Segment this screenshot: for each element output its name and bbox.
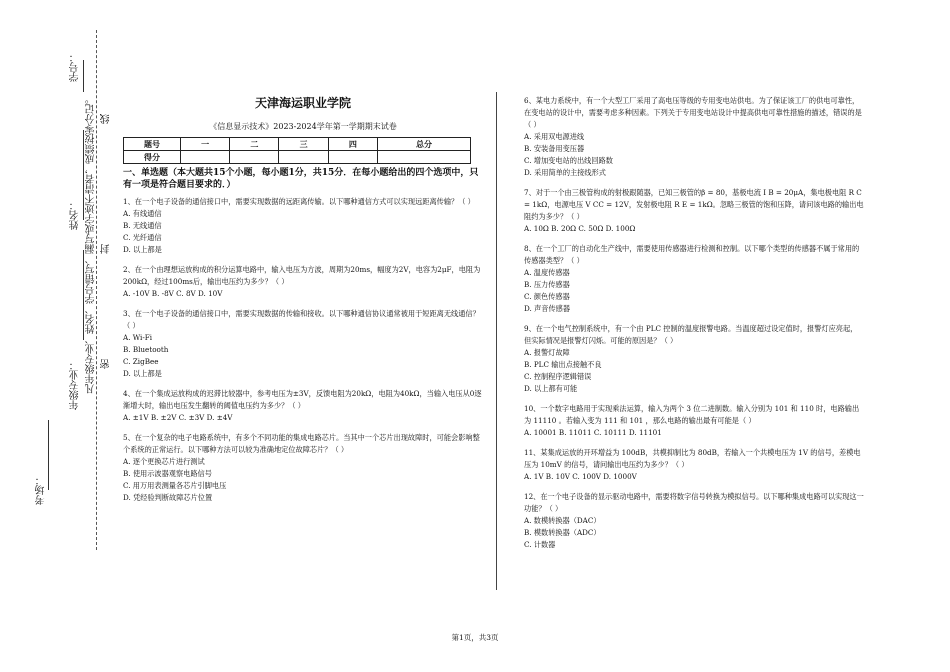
score-header-cell: 四 — [328, 138, 377, 151]
option: C. 控制程序逻辑错误 — [524, 372, 592, 381]
question-stem: 8、在一个工厂的自动化生产线中，需要使用传感器进行检测和控制。以下哪个类型的传感器不属于常用的传感器类型？（ ） — [524, 244, 860, 265]
question-item — [123, 432, 483, 504]
question-stem: 4、在一个集成运放构成的迟滞比较器中，参考电压为±3V，反馈电阻为20kΩ，电阻为40kΩ，当输入电压从0逐渐增大时，输出电压发生翻转的阈值电压约为多少？（ ） — [123, 389, 482, 410]
score-cell[interactable] — [377, 151, 470, 164]
option: C. 光纤通信 — [123, 233, 162, 242]
class-underline — [83, 250, 84, 340]
class-label: 年级专业： — [70, 360, 81, 410]
student-id-underline — [83, 60, 84, 92]
page-footer: 第1页，共3页 — [451, 633, 499, 642]
score-table-score-row — [124, 151, 471, 164]
binding-notice: 凡年级专业、姓名、学号错写、漏写或字迹不清者，成绩按零分记。 — [86, 94, 97, 394]
question-stem: 9、在一个电气控制系统中，有一个由 PLC 控制的温度报警电路。当温度超过设定值时，报警灯应亮起，但实际情况是报警灯闪烁。可能的原因是？（ ） — [524, 324, 858, 345]
score-cell[interactable] — [279, 151, 328, 164]
option: B. 模数转换器（ADC） — [524, 528, 601, 537]
name-label: 姓名： — [70, 200, 81, 230]
option: C. ZigBee — [123, 357, 159, 366]
option: D. 以上都是 — [123, 369, 162, 378]
option: A. 10Ω B. 20Ω C. 50Ω D. 100Ω — [524, 224, 636, 233]
score-header-cell: 三 — [279, 138, 328, 151]
seal-char-secret: 密 — [101, 359, 112, 369]
option: A. 逐个更换芯片进行测试 — [123, 457, 205, 466]
exam-title: 《信息显示技术》2023-2024学年第一学期期末试卷 — [209, 122, 397, 131]
student-id-label: 学号： — [70, 52, 81, 82]
score-header-cell: 总分 — [377, 138, 470, 151]
question-stem: 10、一个数字电路用于实现乘法运算，输入为两个 3 位二进制数。输入分别为 101 和 110 时，电路输出为 11110 。若输入变为 111 和 101 ，那么电路的输出最有可能是（ ） — [524, 404, 860, 425]
option: C. 颜色传感器 — [524, 292, 570, 301]
option: D. 凭经验判断故障芯片位置 — [123, 493, 213, 502]
question-stem: 7、对于一个由三极管构成的射极跟随器，已知三极管的β = 80，基极电流 I B = 20μA，集电极电阻 R C = 1kΩ，电源电压 V CC = 12V，发射极电阻 R E = 1kΩ。忽略三极管的饱和压降，请问该电路的输出电阻约为多少？（ ） — [524, 188, 864, 221]
question-stem: 6、某电力系统中，有一个大型工厂采用了高电压等级的专用变电站供电。为了保证该工厂的供电可靠性，在变电站的设计中，需要考虑多种因素。下列关于专用变电站设计中提高供电可靠性措施的描述，错误的是（ ） — [524, 96, 862, 129]
score-header-cell: 题号 — [124, 138, 181, 151]
score-row-label: 得分 — [124, 151, 181, 164]
question-item — [524, 447, 864, 483]
section-title: 一、单选题（本大题共15个小题，每小题1分，共15分．在每小题给出的四个选项中，只有一项是符合题目要求的．） — [123, 168, 479, 190]
right-column — [524, 95, 864, 559]
question-item — [524, 95, 864, 179]
option: A. 有线通信 — [123, 209, 162, 218]
name-underline — [83, 130, 84, 220]
exam-room-underline — [48, 420, 49, 490]
option: C. 计数器 — [524, 540, 556, 549]
option: B. Bluetooth — [123, 345, 169, 354]
score-cell[interactable] — [181, 151, 230, 164]
question-stem: 1、在一个电子设备的通信接口中，需要实现数据的远距离传输。以下哪种通信方式可以实现远距离传输？（ ） — [123, 197, 475, 206]
option: A. 1V B. 10V C. 100V D. 1000V — [524, 472, 637, 481]
column-divider — [496, 92, 497, 590]
option: A. -10V B. -8V C. 8V D. 10V — [123, 289, 223, 298]
option: B. 安装备用变压器 — [524, 144, 585, 153]
score-header-cell: 二 — [230, 138, 279, 151]
question-item — [524, 491, 864, 551]
option: A. 10001 B. 11011 C. 10111 D. 11101 — [524, 428, 662, 437]
option: C. 增加变电站的出线回路数 — [524, 156, 613, 165]
question-stem: 2、在一个由理想运放构成的积分运算电路中，输入电压为方波，周期为20ms，幅度为2V，电容为2μF，电阻为200kΩ，经过100ms后，输出电压约为多少？（ ） — [123, 265, 481, 286]
question-item — [524, 243, 864, 315]
question-item — [524, 323, 864, 395]
score-header-cell: 一 — [181, 138, 230, 151]
option: A. 温度传感器 — [524, 268, 570, 277]
score-cell[interactable] — [328, 151, 377, 164]
question-stem: 3、在一个电子设备的通信接口中，需要实现数据的传输和接收。以下哪种通信协议通常被用于短距离无线通信？（ ） — [123, 309, 480, 330]
question-stem: 5、在一个复杂的电子电路系统中，有多个不同功能的集成电路芯片。当其中一个芯片出现故障时，可能会影响整个系统的正常运行。以下哪种方法可以较为准确地定位故障芯片？（ ） — [123, 433, 480, 454]
question-item — [524, 187, 864, 235]
question-item — [524, 403, 864, 439]
question-stem: 12、在一个电子设备的显示驱动电路中，需要将数字信号转换为模拟信号。以下哪种集成电路可以实现这一功能？（ ） — [524, 492, 864, 513]
left-column — [123, 95, 483, 512]
seal-char-seal: 封 — [101, 244, 112, 254]
school-name: 天津海运职业学院 — [254, 96, 351, 110]
option: B. 使用示波器观察电路信号 — [123, 469, 212, 478]
question-stem: 11、某集成运放的开环增益为 100dB，共模抑制比为 80dB，若输入一个共模电压为 1V 的信号，差模电压为 10mV 的信号，请问输出电压约为多少？（ ） — [524, 448, 861, 469]
question-item — [123, 196, 483, 256]
option: C. 用万用表测量各芯片引脚电压 — [123, 481, 227, 490]
exam-room-label: 考场： — [36, 475, 47, 505]
question-item — [123, 308, 483, 380]
score-table — [123, 137, 471, 164]
option: A. 采用双电源进线 — [524, 132, 585, 141]
option: A. 数模转换器（DAC） — [524, 516, 601, 525]
option: A. ±1V B. ±2V C. ±3V D. ±4V — [123, 413, 233, 422]
score-cell[interactable] — [230, 151, 279, 164]
option: D. 采用简单的主接线形式 — [524, 168, 606, 177]
question-item — [123, 264, 483, 300]
option: D. 以上都有可能 — [524, 384, 578, 393]
seal-char-line: 线 — [101, 114, 112, 124]
score-table-header-row — [124, 138, 471, 151]
option: A. 报警灯故障 — [524, 348, 570, 357]
option: D. 声音传感器 — [524, 304, 571, 313]
option: D. 以上都是 — [123, 245, 162, 254]
question-item — [123, 388, 483, 424]
option: B. 压力传感器 — [524, 280, 570, 289]
option: A. Wi-Fi — [123, 333, 153, 342]
option: B. 无线通信 — [123, 221, 162, 230]
option: B. PLC 输出点接触不良 — [524, 360, 602, 369]
